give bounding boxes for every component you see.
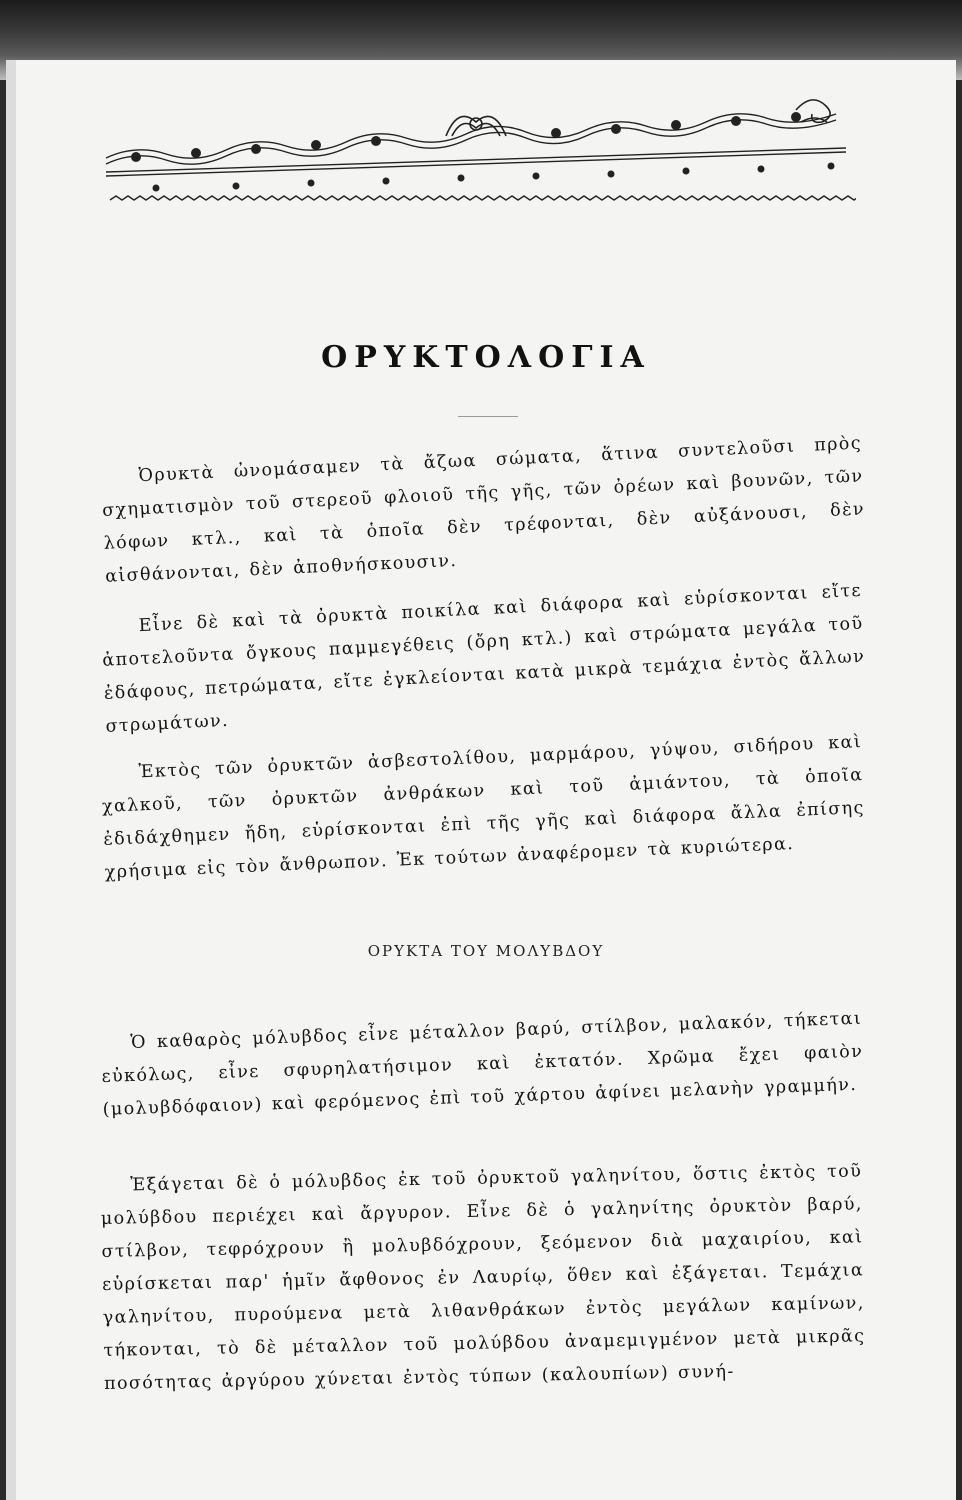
section-heading: ΟΡΥΚΤΑ ΤΟΥ ΜΟΛΥΒΔΟΥ: [367, 942, 605, 960]
book-page: [6, 60, 956, 1500]
paragraph-varieties: Εἶνε δὲ καὶ τὰ ὀρυκτὰ ποικίλα καὶ διάφορα καὶ εὑρίσκονται εἴτε ἀποτελοῦντα ὄγκους παμμεγέθεις (ὄρη κτλ.) καὶ στρώματα μεγάλα τοῦ ἐδάφους, πετρώματα, εἴτε ἐγκλείονται κατὰ μικρὰ τεμάχια ἐντὸς ἄλλων στρωμάτων.: [101, 580, 866, 737]
page-title: ΟΡΥΚΤΟΛΟΓΙΑ: [321, 340, 651, 375]
paragraph-definition: Ὀρυκτὰ ὠνομάσαμεν τὰ ἄζωα σώματα, ἅτινα συντελοῦσι πρὸς σχηματισμὸν τοῦ στερεοῦ φλοιοῦ τῆς γῆς, τῶν ὀρέων καὶ βουνῶν, τῶν λόφων κτλ., καὶ τὰ ὁποῖα δὲν τρέφονται, δὲν αὐξάνουσι, δὲν αἰσθάνονται, δὲν ἀποθνήσκουσιν.: [101, 433, 866, 587]
paragraph-useful-minerals: Ἐκτὸς τῶν ὀρυκτῶν ἀσβεστολίθου, μαρμάρου, γύψου, σιδήρου καὶ χαλκοῦ, τῶν ὀρυκτῶν ἀνθράκων καὶ τοῦ ἀμιάντου, τὰ ὁποῖα ἐδιδάχθημεν ἤδη, εὑρίσκονται ἐπὶ τῆς γῆς καὶ διάφορα ἄλλα ἐπίσης χρήσιμα εἰς τὸν ἄνθρωπον. Ἐκ τούτων ἀναφέρομεν τὰ κυριώτερα.: [101, 732, 866, 883]
decorative-header-ornament-icon: [96, 88, 856, 208]
title-divider: [458, 416, 518, 417]
paragraph-lead-extraction: Ἐξάγεται δὲ ὁ μόλυβδος ἐκ τοῦ ὀρυκτοῦ γαληνίτου, ὅστις ἐκτὸς τοῦ μολύβδου περιέχει καὶ ἄργυρον. Εἶνε δὲ ὁ γαληνίτης ὀρυκτὸν βαρύ, στίλβον, τεφρόχρουν ἢ μολυβδόχρουν, ξεόμενον διὰ μαχαιρίου, καὶ εὑρίσκεται παρ' ἡμῖν ἄφθονος ἐν Λαυρίῳ, ὅθεν καὶ ἐξάγεται. Τεμάχια γαληνίτου, πυρούμενα μετὰ λιθανθράκων ἐντὸς μεγάλων καμίνων, τήκονται, τὸ δὲ μέταλλον τοῦ μολύβδου ἀναμεμιγμένον μετὰ μικρᾶς ποσότητας ἀργύρου χύνεται ἐντὸς τύπων (καλουπίων) συνή-: [100, 1161, 866, 1394]
paragraph-lead-properties: Ὁ καθαρὸς μόλυβδος εἶνε μέταλλον βαρύ, στίλβον, μαλακόν, τήκεται εὐκόλως, εἶνε σφυρηλατήσιμον καὶ ἐκτατόν. Χρῶμα ἔχει φαιὸν (μολυβδόφαιον) καὶ φερόμενος ἐπὶ τοῦ χάρτου ἀφίνει μελανὴν γραμμήν.: [101, 1008, 864, 1120]
